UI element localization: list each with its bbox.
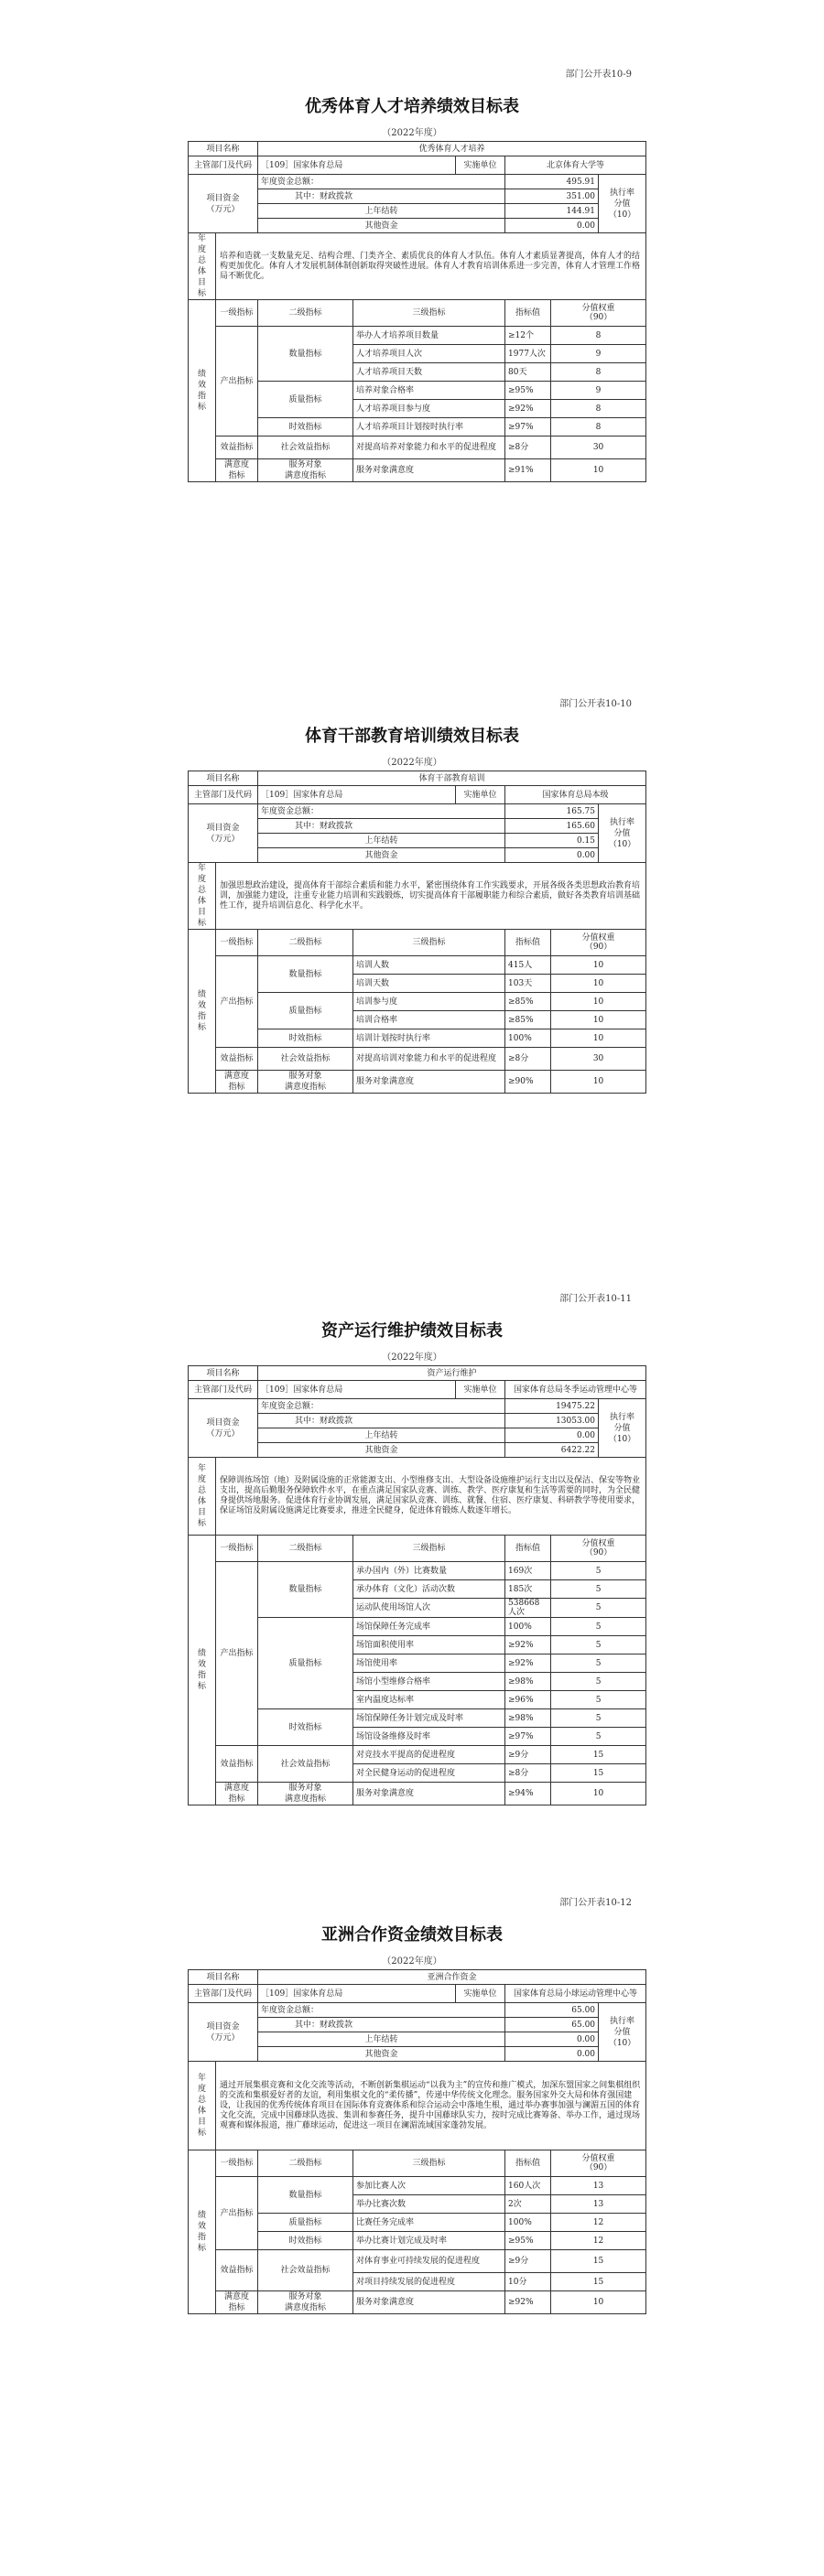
quality-indicator-label: 质量指标 — [258, 2214, 353, 2232]
exec-rate-label: 执行率 分值 （10） — [599, 804, 646, 863]
indicator-weight: 10 — [551, 975, 646, 993]
other-label: 其他资金 — [258, 1443, 505, 1458]
indicator-name: 参加比赛人次 — [353, 2177, 505, 2195]
quantity-indicator-label: 数量指标 — [258, 2177, 353, 2214]
indicator-target: 1977人次 — [505, 345, 551, 363]
indicator-name: 场馆设备维修及时率 — [353, 1728, 505, 1746]
other-label: 其他资金 — [258, 219, 505, 233]
indicator-target: 100% — [505, 2214, 551, 2232]
indicator-target: ≥97% — [505, 418, 551, 437]
indicator-weight: 10 — [551, 1011, 646, 1029]
carryover-value: 0.00 — [505, 2032, 599, 2047]
indicator-weight: 5 — [551, 1636, 646, 1654]
output-indicator-label: 产出指标 — [216, 2177, 258, 2250]
annual-goal-label: 年 度 总 体 目 标 — [189, 233, 216, 300]
annual-total-value: 65.00 — [505, 2003, 599, 2018]
dept-label: 主管部门及代码 — [189, 786, 258, 804]
dept-label: 主管部门及代码 — [189, 1381, 258, 1399]
indicator-weight: 30 — [551, 437, 646, 459]
performance-target-table — [188, 141, 646, 482]
indicator-target: ≥96% — [505, 1691, 551, 1709]
annual-goal-text: 加强思想政治建设，提高体育干部综合素质和能力水平，紧密围绕体育工作实践要求，开展各级各类思想政治教育培训，加强能力建设，注重专业能力培训和实践锻炼，切实提高体育干部履职能力和综合素质，做好各类教育培训基础性工作，提升培训信息化、科学化水平。 — [216, 863, 646, 930]
target-table-section — [0, 695, 824, 1281]
satisfaction-indicator-label: 满意度 指标 — [216, 1071, 258, 1094]
indicator-target: 80天 — [505, 363, 551, 382]
annual-goal-text: 保障训练场馆（地）及附属设施的正常能源支出、小型维修支出、大型设备设施维护运行支出以及保洁、保安等物业支出，提高后勤服务保障软件水平，在重点满足国家队竞赛、训练、教学、医疗康复和生活等需要的同时，为全民健身提供场地服务。促进体育行业协调发展，满足国家队竞赛、训练、就餐、住宿、医疗康复、科研教学等使用要求，保证场馆及附属设施满足比赛要求，推进全民健身，促进体育锻炼人数逐年增长。 — [216, 1458, 646, 1536]
exec-rate-label: 执行率 分值 （10） — [599, 1399, 646, 1458]
indicator-target: 169次 — [505, 1562, 551, 1580]
indicator-target: ≥12个 — [505, 327, 551, 345]
perf-indicator-label: 绩 效 指 标 — [189, 930, 216, 1094]
indicator-weight: 5 — [551, 1562, 646, 1580]
annual-goal-label: 年 度 总 体 目 标 — [189, 863, 216, 930]
indicator-weight: 10 — [551, 956, 646, 975]
project-name-value: 体育干部教育培训 — [258, 771, 646, 786]
impl-unit-label: 实施单位 — [456, 156, 505, 175]
other-value: 6422.22 — [505, 1443, 599, 1458]
funds-label: 项目资金 （万元） — [189, 804, 258, 863]
carryover-value: 144.91 — [505, 204, 599, 219]
weight-header: 分值权重 （90） — [551, 930, 646, 956]
indicator-target: ≥92% — [505, 1636, 551, 1654]
service-satisfaction-label: 服务对象 满意度指标 — [258, 459, 353, 482]
quality-indicator-label: 质量指标 — [258, 1618, 353, 1709]
indicator-name: 场馆使用率 — [353, 1654, 505, 1673]
output-indicator-label: 产出指标 — [216, 327, 258, 437]
indicator-weight: 10 — [551, 1029, 646, 1048]
indicator-name: 场馆保障任务计划完成及时率 — [353, 1709, 505, 1728]
table-year: （2022年度） — [382, 1353, 442, 1363]
timeliness-indicator-label: 时效指标 — [258, 1709, 353, 1746]
table-year: （2022年度） — [382, 1956, 442, 1967]
indicator-name: 培训合格率 — [353, 1011, 505, 1029]
impl-unit-value: 国家体育总局冬季运动管理中心等 — [505, 1381, 646, 1399]
indicator-weight: 5 — [551, 1728, 646, 1746]
indicator-target: ≥9分 — [505, 2250, 551, 2273]
exec-rate-label: 执行率 分值 （10） — [599, 2003, 646, 2062]
indicator-name: 场馆小型维修合格率 — [353, 1673, 505, 1691]
perf-indicator-label: 绩 效 指 标 — [189, 2150, 216, 2314]
carryover-value: 0.15 — [505, 834, 599, 848]
indicator-weight: 5 — [551, 1618, 646, 1636]
indicator-weight: 9 — [551, 345, 646, 363]
annual-goal-label: 年 度 总 体 目 标 — [189, 1458, 216, 1536]
other-value: 0.00 — [505, 848, 599, 863]
timeliness-indicator-label: 时效指标 — [258, 1029, 353, 1048]
indicator-name: 场馆保障任务完成率 — [353, 1618, 505, 1636]
social-benefit-label: 社会效益指标 — [258, 2250, 353, 2291]
indicator-name: 举办比赛次数 — [353, 2195, 505, 2214]
project-name-value: 亚洲合作资金 — [258, 1970, 646, 1985]
indicator-weight: 10 — [551, 993, 646, 1011]
indicator-target: ≥92% — [505, 2291, 551, 2314]
benefit-indicator-label: 效益指标 — [216, 437, 258, 459]
table-code: 部门公开表10-12 — [559, 1898, 632, 1908]
indicator-name: 服务对象满意度 — [353, 459, 505, 482]
indicator-target: ≥98% — [505, 1673, 551, 1691]
carryover-label: 上年结转 — [258, 2032, 505, 2047]
annual-total-label: 年度资金总额： — [258, 1399, 505, 1414]
indicator-weight: 10 — [551, 1071, 646, 1094]
annual-goal-label: 年 度 总 体 目 标 — [189, 2062, 216, 2150]
indicator-name: 对全民健身运动的促进程度 — [353, 1764, 505, 1783]
social-benefit-label: 社会效益指标 — [258, 1746, 353, 1783]
impl-unit-label: 实施单位 — [456, 1985, 505, 2003]
performance-target-table — [188, 771, 646, 1094]
indicator-name: 室内温度达标率 — [353, 1691, 505, 1709]
indicator-name: 人才培养项目人次 — [353, 345, 505, 363]
annual-total-value: 19475.22 — [505, 1399, 599, 1414]
annual-goal-text: 通过开展集棋竞赛和文化交流等活动，不断创新集棋运动“以我为主”的宣传和推广模式，加深东盟国家之间集棋组织的交流和集棋爱好者的友谊，利用集棋文化的“柔传播”，传递中华传统文化理念。服务国家外交大局和体育强国建设，让我国的优秀传统体育项目在国际体育竞赛体系和综合运动会中落地生根，通过举办赛事加强与澜湄五国的体育文化交流，完成中国藤球队选拔、集训和参赛任务，提升中国藤球队实力，按时完成比赛筹备、举办工作，通过现场观赛和媒体报道，推广藤球运动，促进这一项目在澜湄流域国家蓬勃发展。 — [216, 2062, 646, 2150]
output-indicator-label: 产出指标 — [216, 956, 258, 1048]
fiscal-value: 13053.00 — [505, 1414, 599, 1428]
indicator-name: 比赛任务完成率 — [353, 2214, 505, 2232]
table-code: 部门公开表10-11 — [559, 1294, 632, 1304]
lvl1-header: 一级指标 — [216, 2150, 258, 2177]
table-title: 体育干部教育培训绩效目标表 — [305, 727, 519, 746]
indicator-target: ≥98% — [505, 1709, 551, 1728]
lvl3-header: 三级指标 — [353, 300, 505, 327]
indicator-target: ≥90% — [505, 1071, 551, 1094]
indicator-target: 538668人次 — [505, 1599, 551, 1618]
indicator-target: 103天 — [505, 975, 551, 993]
fiscal-value: 165.60 — [505, 819, 599, 834]
indicator-name: 培训参与度 — [353, 993, 505, 1011]
indicator-target: ≥91% — [505, 459, 551, 482]
indicator-weight: 12 — [551, 2214, 646, 2232]
table-title: 优秀体育人才培养绩效目标表 — [305, 97, 519, 116]
indicator-name: 对提高培训对象能力和水平的促进程度 — [353, 1048, 505, 1071]
dept-value: ［109］国家体育总局 — [258, 786, 456, 804]
fiscal-value: 65.00 — [505, 2018, 599, 2032]
indicator-weight: 10 — [551, 2291, 646, 2314]
carryover-label: 上年结转 — [258, 834, 505, 848]
indicator-target: ≥8分 — [505, 437, 551, 459]
table-year: （2022年度） — [382, 758, 442, 768]
lvl1-header: 一级指标 — [216, 300, 258, 327]
quantity-indicator-label: 数量指标 — [258, 327, 353, 382]
timeliness-indicator-label: 时效指标 — [258, 2232, 353, 2250]
indicator-target: 415人 — [505, 956, 551, 975]
table-title: 资产运行维护绩效目标表 — [321, 1321, 503, 1341]
indicator-target: 2次 — [505, 2195, 551, 2214]
indicator-weight: 5 — [551, 1691, 646, 1709]
indicator-weight: 15 — [551, 2273, 646, 2291]
indicator-name: 服务对象满意度 — [353, 1071, 505, 1094]
perf-indicator-label: 绩 效 指 标 — [189, 300, 216, 482]
indicator-name: 对体育事业可持续发展的促进程度 — [353, 2250, 505, 2273]
indicator-name: 场馆面积使用率 — [353, 1636, 505, 1654]
fiscal-value: 351.00 — [505, 189, 599, 204]
project-name-value: 优秀体育人才培养 — [258, 142, 646, 156]
carryover-label: 上年结转 — [258, 1428, 505, 1443]
project-name-label: 项目名称 — [189, 1970, 258, 1985]
annual-total-label: 年度资金总额： — [258, 2003, 505, 2018]
impl-unit-value: 国家体育总局本级 — [505, 786, 646, 804]
indicator-name: 对项目持续发展的促进程度 — [353, 2273, 505, 2291]
indicator-target: 10分 — [505, 2273, 551, 2291]
indicator-target: ≥8分 — [505, 1048, 551, 1071]
dept-label: 主管部门及代码 — [189, 1985, 258, 2003]
table-code: 部门公开表10-10 — [559, 699, 632, 709]
weight-header: 分值权重 （90） — [551, 300, 646, 327]
indicator-weight: 8 — [551, 363, 646, 382]
lvl2-header: 二级指标 — [258, 2150, 353, 2177]
fiscal-label: 其中：财政拨款 — [258, 819, 505, 834]
indicator-name: 服务对象满意度 — [353, 1783, 505, 1805]
timeliness-indicator-label: 时效指标 — [258, 418, 353, 437]
project-name-label: 项目名称 — [189, 771, 258, 786]
indicator-weight: 5 — [551, 1709, 646, 1728]
indicator-value-header: 指标值 — [505, 930, 551, 956]
indicator-weight: 10 — [551, 459, 646, 482]
lvl1-header: 一级指标 — [216, 930, 258, 956]
service-satisfaction-label: 服务对象 满意度指标 — [258, 1071, 353, 1094]
annual-total-value: 495.91 — [505, 175, 599, 189]
project-name-value: 资产运行维护 — [258, 1366, 646, 1381]
annual-goal-text: 培养和造就一支数量充足、结构合理、门类齐全、素质优良的体育人才队伍。体育人才素质显著提高，体育人才的结构更加优化。体育人才发展机制体制创新取得突破性进展。体育人才教育培训体系进一步完善，体育人才管理工作格局不断优化。 — [216, 233, 646, 300]
performance-target-table — [188, 1365, 646, 1805]
service-satisfaction-label: 服务对象 满意度指标 — [258, 2291, 353, 2314]
indicator-weight: 12 — [551, 2232, 646, 2250]
indicator-target: ≥9分 — [505, 1746, 551, 1764]
indicator-target: ≥94% — [505, 1783, 551, 1805]
annual-total-value: 165.75 — [505, 804, 599, 819]
indicator-target: 100% — [505, 1029, 551, 1048]
other-value: 0.00 — [505, 219, 599, 233]
project-name-label: 项目名称 — [189, 142, 258, 156]
impl-unit-label: 实施单位 — [456, 786, 505, 804]
other-value: 0.00 — [505, 2047, 599, 2062]
indicator-value-header: 指标值 — [505, 1536, 551, 1562]
indicator-target: 185次 — [505, 1580, 551, 1599]
perf-indicator-label: 绩 效 指 标 — [189, 1536, 216, 1805]
indicator-value-header: 指标值 — [505, 2150, 551, 2177]
indicator-target: 160人次 — [505, 2177, 551, 2195]
benefit-indicator-label: 效益指标 — [216, 1048, 258, 1071]
indicator-name: 人才培养项目计划按时执行率 — [353, 418, 505, 437]
indicator-weight: 15 — [551, 2250, 646, 2273]
dept-value: ［109］国家体育总局 — [258, 1381, 456, 1399]
lvl2-header: 二级指标 — [258, 1536, 353, 1562]
indicator-name: 对竞技水平提高的促进程度 — [353, 1746, 505, 1764]
carryover-label: 上年结转 — [258, 204, 505, 219]
indicator-name: 举办人才培养项目数量 — [353, 327, 505, 345]
indicator-target: ≥8分 — [505, 1764, 551, 1783]
indicator-target: ≥85% — [505, 993, 551, 1011]
dept-value: ［109］国家体育总局 — [258, 156, 456, 175]
quantity-indicator-label: 数量指标 — [258, 1562, 353, 1618]
carryover-value: 0.00 — [505, 1428, 599, 1443]
indicator-name: 培训人数 — [353, 956, 505, 975]
dept-value: ［109］国家体育总局 — [258, 1985, 456, 2003]
lvl3-header: 三级指标 — [353, 930, 505, 956]
annual-total-label: 年度资金总额： — [258, 175, 505, 189]
target-table-section — [0, 1290, 824, 1876]
output-indicator-label: 产出指标 — [216, 1562, 258, 1746]
indicator-name: 服务对象满意度 — [353, 2291, 505, 2314]
table-year: （2022年度） — [382, 128, 442, 138]
impl-unit-value: 北京体育大学等 — [505, 156, 646, 175]
impl-unit-value: 国家体育总局小球运动管理中心等 — [505, 1985, 646, 2003]
indicator-name: 承办体育（文化）活动次数 — [353, 1580, 505, 1599]
indicator-name: 运动队使用场馆人次 — [353, 1599, 505, 1618]
indicator-name: 承办国内（外）比赛数量 — [353, 1562, 505, 1580]
indicator-weight: 13 — [551, 2177, 646, 2195]
social-benefit-label: 社会效益指标 — [258, 437, 353, 459]
indicator-target: ≥85% — [505, 1011, 551, 1029]
indicator-weight: 10 — [551, 1783, 646, 1805]
quantity-indicator-label: 数量指标 — [258, 956, 353, 993]
table-code: 部门公开表10-9 — [565, 70, 632, 80]
lvl3-header: 三级指标 — [353, 1536, 505, 1562]
lvl3-header: 三级指标 — [353, 2150, 505, 2177]
indicator-target: ≥97% — [505, 1728, 551, 1746]
annual-total-label: 年度资金总额： — [258, 804, 505, 819]
satisfaction-indicator-label: 满意度 指标 — [216, 459, 258, 482]
indicator-weight: 8 — [551, 400, 646, 418]
indicator-name: 对提高培养对象能力和水平的促进程度 — [353, 437, 505, 459]
lvl1-header: 一级指标 — [216, 1536, 258, 1562]
other-label: 其他资金 — [258, 2047, 505, 2062]
funds-label: 项目资金 （万元） — [189, 2003, 258, 2062]
target-table-section — [0, 1894, 824, 2480]
quality-indicator-label: 质量指标 — [258, 993, 353, 1029]
indicator-target: ≥95% — [505, 2232, 551, 2250]
exec-rate-label: 执行率 分值 （10） — [599, 175, 646, 233]
benefit-indicator-label: 效益指标 — [216, 2250, 258, 2291]
indicator-name: 人才培养项目天数 — [353, 363, 505, 382]
indicator-weight: 9 — [551, 382, 646, 400]
fiscal-label: 其中：财政拨款 — [258, 1414, 505, 1428]
benefit-indicator-label: 效益指标 — [216, 1746, 258, 1783]
indicator-name: 培训天数 — [353, 975, 505, 993]
weight-header: 分值权重 （90） — [551, 2150, 646, 2177]
indicator-name: 培训计划按时执行率 — [353, 1029, 505, 1048]
indicator-target: 100% — [505, 1618, 551, 1636]
indicator-weight: 8 — [551, 327, 646, 345]
satisfaction-indicator-label: 满意度 指标 — [216, 2291, 258, 2314]
indicator-weight: 5 — [551, 1599, 646, 1618]
impl-unit-label: 实施单位 — [456, 1381, 505, 1399]
indicator-weight: 30 — [551, 1048, 646, 1071]
indicator-weight: 15 — [551, 1764, 646, 1783]
indicator-name: 人才培养项目参与度 — [353, 400, 505, 418]
lvl2-header: 二级指标 — [258, 930, 353, 956]
funds-label: 项目资金 （万元） — [189, 175, 258, 233]
table-title: 亚洲合作资金绩效目标表 — [321, 1925, 503, 1945]
indicator-weight: 13 — [551, 2195, 646, 2214]
project-name-label: 项目名称 — [189, 1366, 258, 1381]
indicator-weight: 15 — [551, 1746, 646, 1764]
service-satisfaction-label: 服务对象 满意度指标 — [258, 1783, 353, 1805]
indicator-value-header: 指标值 — [505, 300, 551, 327]
indicator-target: ≥92% — [505, 1654, 551, 1673]
satisfaction-indicator-label: 满意度 指标 — [216, 1783, 258, 1805]
quality-indicator-label: 质量指标 — [258, 382, 353, 418]
other-label: 其他资金 — [258, 848, 505, 863]
dept-label: 主管部门及代码 — [189, 156, 258, 175]
indicator-name: 举办比赛计划完成及时率 — [353, 2232, 505, 2250]
indicator-name: 培养对象合格率 — [353, 382, 505, 400]
performance-target-table — [188, 1969, 646, 2314]
indicator-weight: 8 — [551, 418, 646, 437]
fiscal-label: 其中：财政拨款 — [258, 189, 505, 204]
social-benefit-label: 社会效益指标 — [258, 1048, 353, 1071]
lvl2-header: 二级指标 — [258, 300, 353, 327]
indicator-target: ≥95% — [505, 382, 551, 400]
weight-header: 分值权重 （90） — [551, 1536, 646, 1562]
indicator-target: ≥92% — [505, 400, 551, 418]
indicator-weight: 5 — [551, 1673, 646, 1691]
indicator-weight: 5 — [551, 1580, 646, 1599]
indicator-weight: 5 — [551, 1654, 646, 1673]
funds-label: 项目资金 （万元） — [189, 1399, 258, 1458]
target-table-section — [0, 66, 824, 652]
fiscal-label: 其中：财政拨款 — [258, 2018, 505, 2032]
